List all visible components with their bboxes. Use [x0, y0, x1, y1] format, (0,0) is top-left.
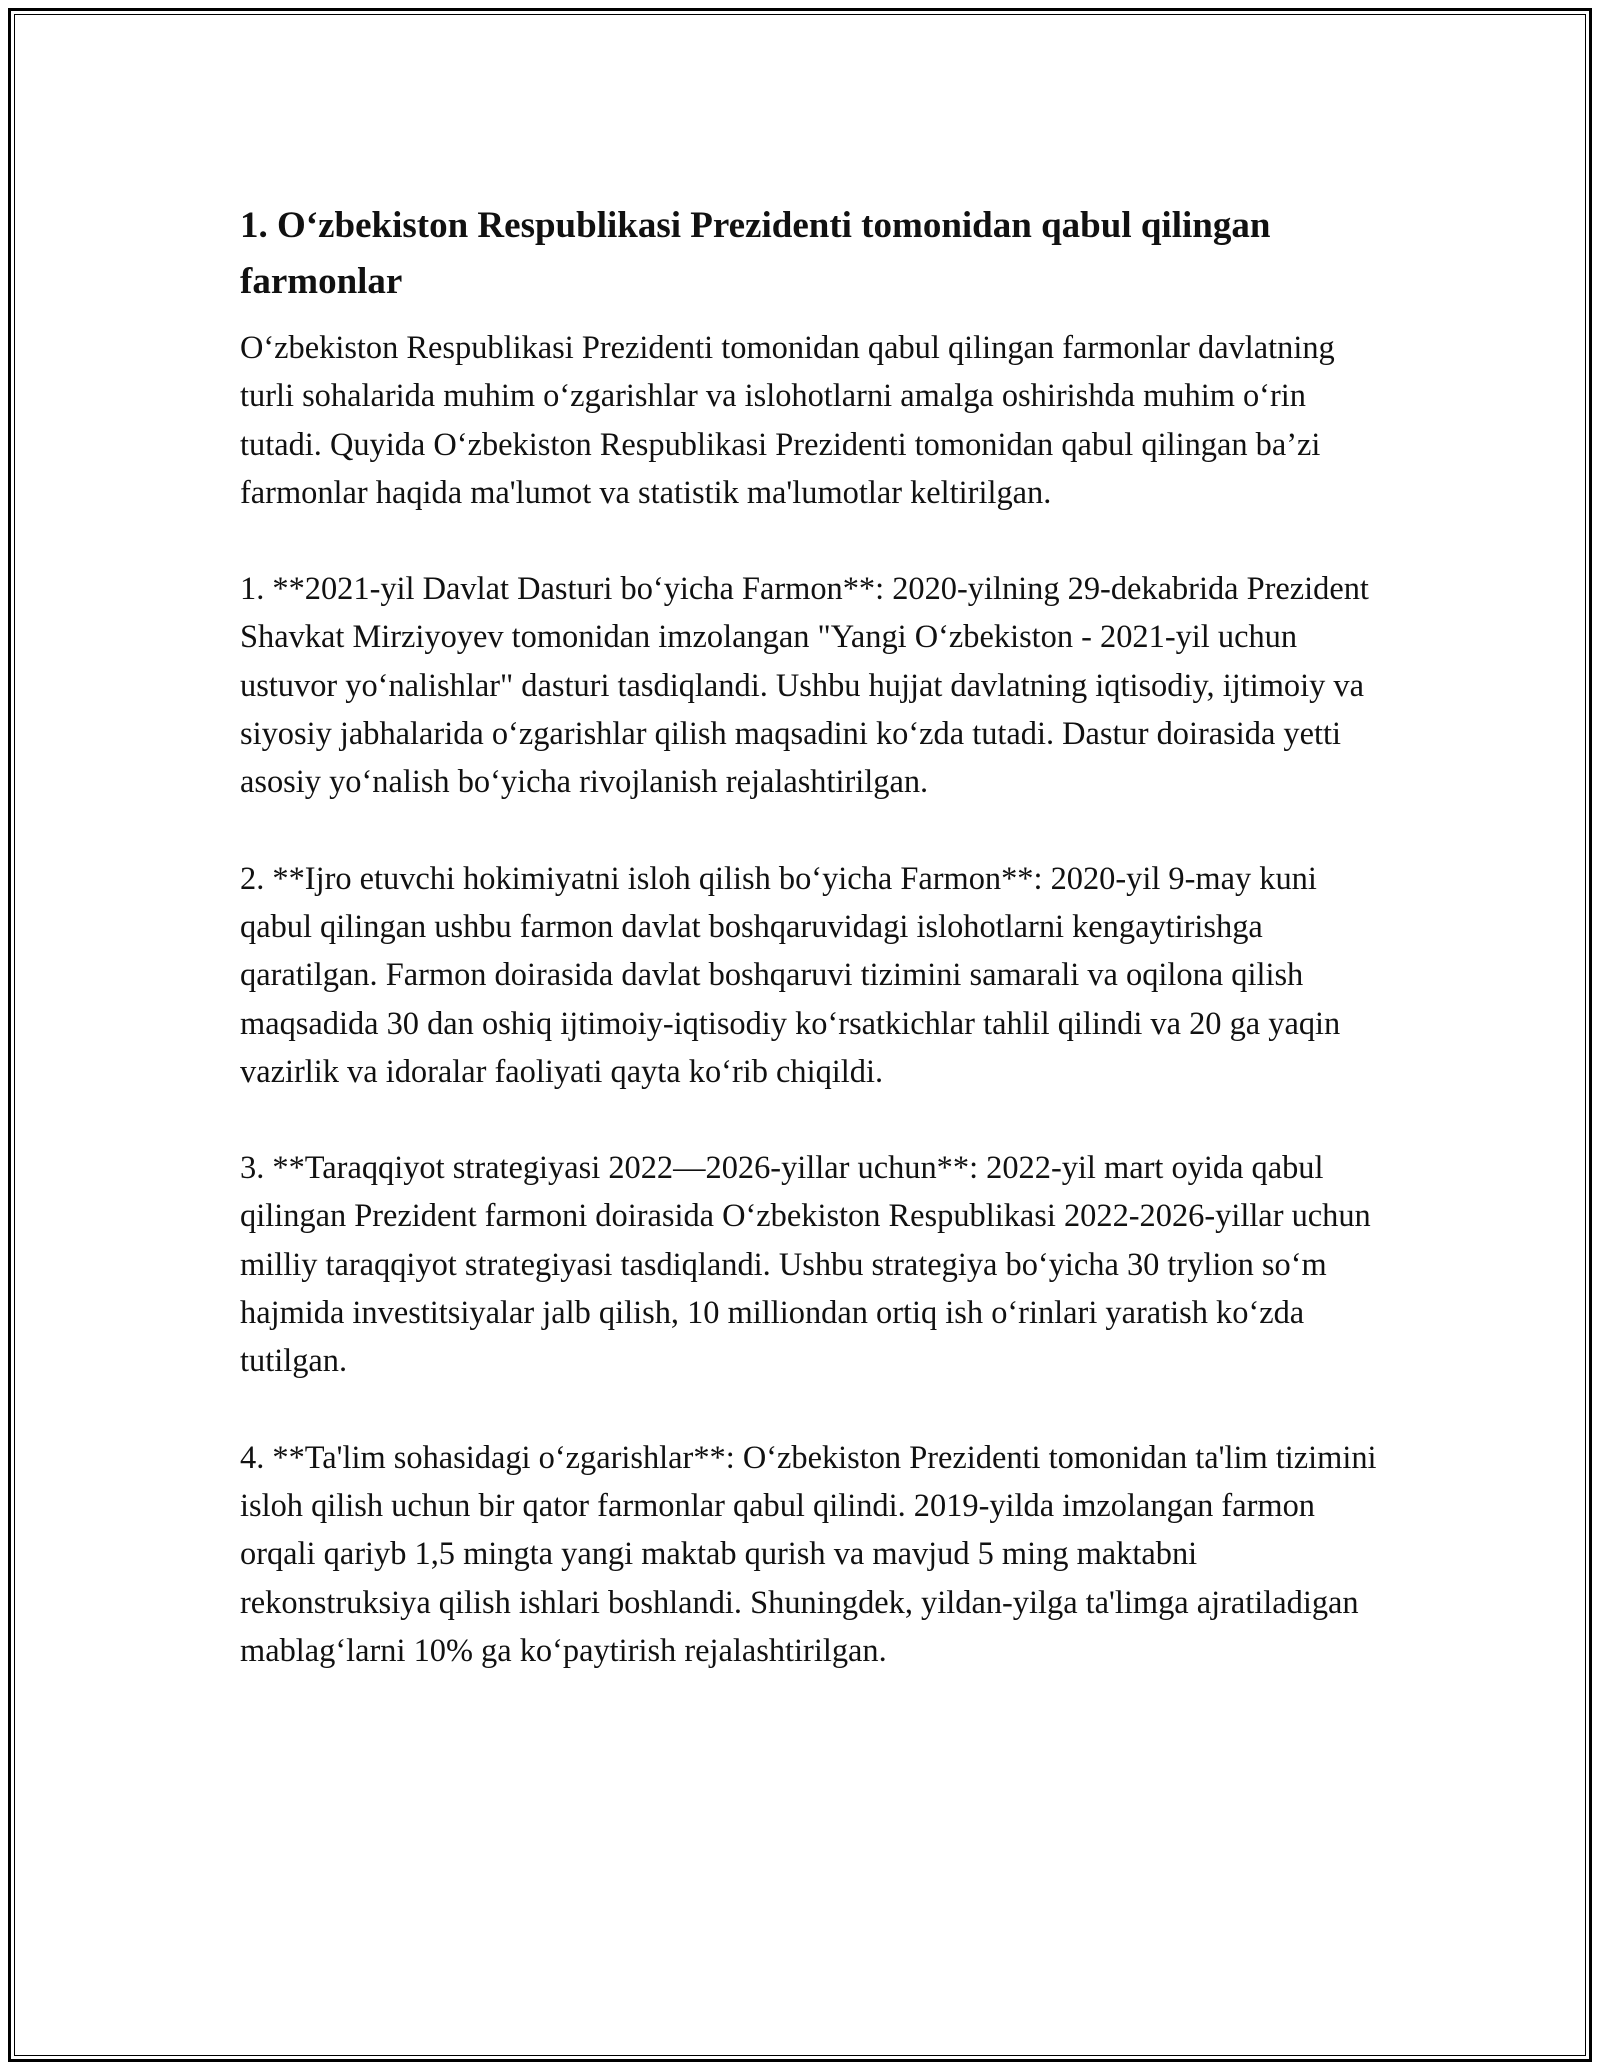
- list-item-1: 1. **2021-yil Davlat Dasturi bo‘yicha Farmon**: 2020-yilning 29-dekabrida Prezident Shavkat Mirziyoyev tomonidan imzolangan "Yangi O‘zbekiston - 2021-yil uchun ustuvor yo‘nalishlar" dasturi tasdiqlandi. Ushbu hujjat davlatning iqtisodiy, ijtimoiy va siyosiy jabhalarida o‘zgarishlar qilish maqsadini ko‘zda tutadi. Dastur doirasida yetti asosiy yo‘nalish bo‘yicha rivojlanish rejalashtirilgan.: [240, 571, 1369, 801]
- document-title: 1. O‘zbekiston Respublikasi Prezidenti tomonidan qabul qilingan farmonlar: [240, 205, 1271, 302]
- page-border: [8, 8, 1592, 2062]
- list-item-3: 3. **Taraqqiyot strategiyasi 2022—2026-yillar uchun**: 2022-yil mart oyida qabul qilingan Prezident farmoni doirasida O‘zbekiston Respublikasi 2022-2026-yillar uchun milliy taraqqiyot strategiyasi tasdiqlandi. Ushbu strategiya bo‘yicha 30 trylion so‘m hajmida investitsiyalar jalb qilish, 10 milliondan ortiq ish o‘rinlari yaratish ko‘zda tutilgan.: [240, 1150, 1371, 1380]
- list-item-4: 4. **Ta'lim sohasidagi o‘zgarishlar**: O‘zbekiston Prezidenti tomonidan ta'lim tizimini isloh qilish uchun bir qator farmonlar qabul qilindi. 2019-yilda imzolangan farmon orqali qariyb 1,5 mingta yangi maktab qurish va mavjud 5 ming maktabni rekonstruksiya qilish ishlari boshlandi. Shuningdek, yildan-yilga ta'limga ajratiladigan mablag‘larni 10% ga ko‘paytirish rejalashtirilgan.: [240, 1439, 1377, 1669]
- page-inner-border: [14, 14, 1586, 2056]
- document-body: [240, 198, 1390, 1723]
- list-item-2: 2. **Ijro etuvchi hokimiyatni isloh qilish bo‘yicha Farmon**: 2020-yil 9-may kuni qabul qilingan ushbu farmon davlat boshqaruvidagi islohotlarni kengaytirishga qaratilgan. Farmon doirasida davlat boshqaruvi tizimini samarali va oqilona qilish maqsadida 30 dan oshiq ijtimoiy-iqtisodiy ko‘rsatkichlar tahlil qilindi va 20 ga yaqin vazirlik va idoralar faoliyati qayta ko‘rib chiqildi.: [240, 860, 1341, 1090]
- intro-paragraph: O‘zbekiston Respublikasi Prezidenti tomonidan qabul qilingan farmonlar davlatning turli sohalarida muhim o‘zgarishlar va islohotlarni amalga oshirishda muhim o‘rin tutadi. Quyida O‘zbekiston Respublikasi Prezidenti tomonidan qabul qilingan ba’zi farmonlar haqida ma'lumot va statistik ma'lumotlar keltirilgan.: [240, 330, 1335, 511]
